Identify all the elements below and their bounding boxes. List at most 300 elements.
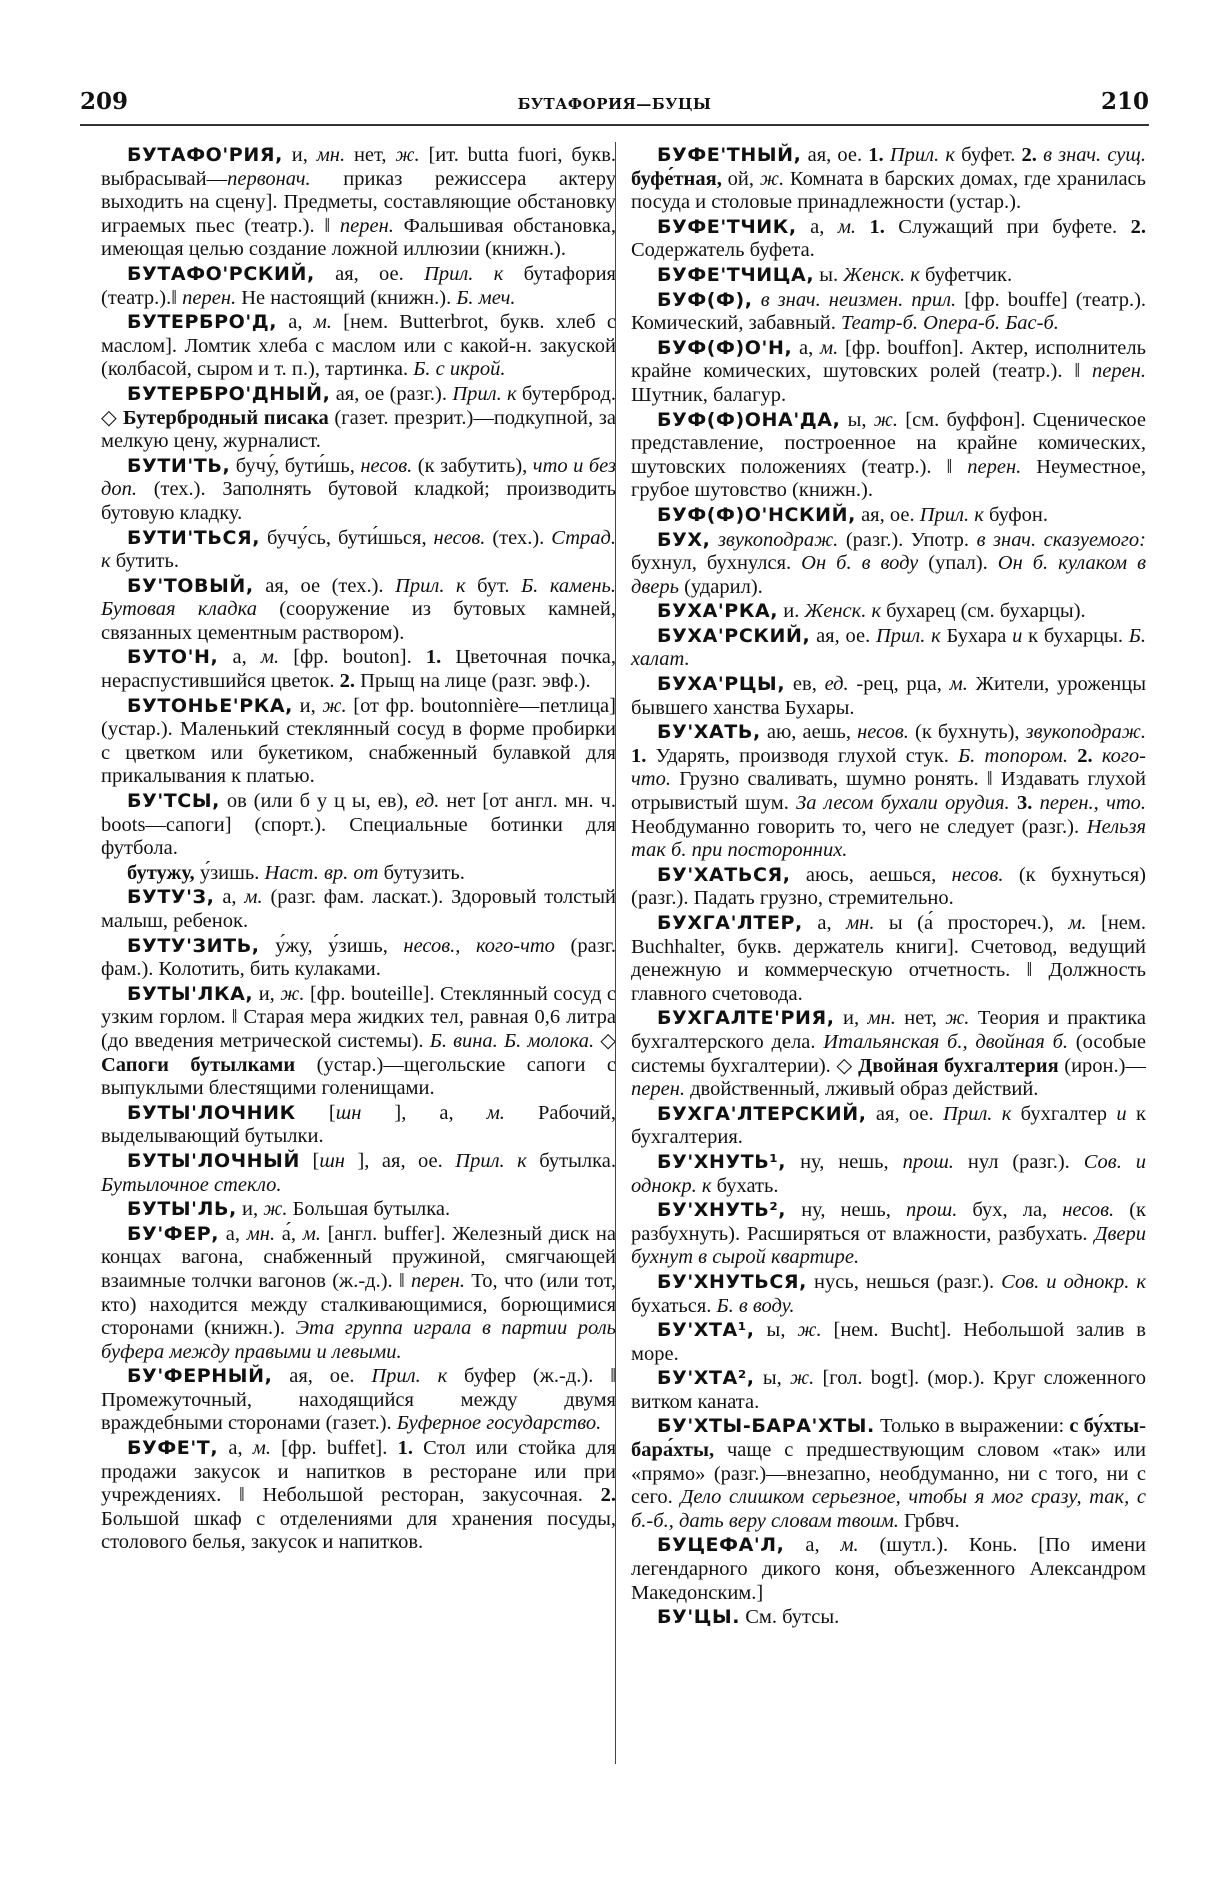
entry-text: нет [от англ. мн. ч. boots—сапоги] (спорт.). Специальные ботинки для футбола. bbox=[101, 790, 616, 860]
entry-text: ], а, bbox=[361, 1101, 487, 1124]
entry-text: [англ. buffer]. Железный диск на концах вагона, снабженный пружиной, смягчающей взаимные толчки вагонов (ж.-д.). ‖ bbox=[101, 1222, 616, 1292]
entry-text: бухать. bbox=[711, 1174, 779, 1197]
entry-text: а, bbox=[796, 215, 838, 238]
headword: БУТО'Н, bbox=[127, 646, 219, 669]
entry-text: ов (или б у ц ы, ев), bbox=[219, 790, 416, 813]
entry-text: Б. в воду. bbox=[716, 1294, 795, 1317]
entry-text: [фр. bouteille]. Стеклянный сосуд с узким горлом. ‖ Старая мера жидких тел, равная 0,6 литра (до введения метрической системы). bbox=[101, 982, 616, 1052]
headword: БУ'ХАТЬ, bbox=[657, 721, 761, 744]
entry-text: к бухарцы. bbox=[1022, 624, 1129, 647]
entry-text: Необдуманно говорить то, чего не следует (разг.). bbox=[631, 815, 1087, 838]
entry-text: Нельзя так б. при посторонних. bbox=[631, 815, 1146, 862]
entry-text: м. bbox=[486, 1101, 505, 1124]
headword: БУТАФО'РИЯ, bbox=[127, 144, 283, 166]
entry-text: двойственный, лживый образ действий. bbox=[685, 1078, 1039, 1101]
headword: БУФ(Ф)ОНА'ДА, bbox=[657, 408, 841, 431]
entry-text: [от фр. boutonnière—петлица] (устар.). Маленький стеклянный сосуд в форме пробирки с цветком или букетиком, снабженный булавкой для прикалывания к платью. bbox=[101, 694, 616, 788]
entry-text: м. bbox=[837, 215, 857, 238]
dictionary-entry bbox=[631, 1367, 1146, 1414]
entry-text: [ bbox=[295, 1101, 336, 1124]
entry-text: к бухгалтерия. bbox=[631, 1102, 1146, 1149]
entry-text: бутафория (театр.).‖ bbox=[101, 262, 616, 309]
headword: БУ'ТОВЫЙ, bbox=[127, 574, 254, 597]
entry-text: м. bbox=[252, 1437, 271, 1460]
dictionary-entry bbox=[101, 790, 616, 861]
dictionary-entry bbox=[631, 625, 1146, 672]
entry-text: а, bbox=[218, 646, 261, 669]
dictionary-entry bbox=[101, 1223, 616, 1365]
entry-text: [ит. butta fuori, букв. выбрасывай— bbox=[101, 144, 616, 190]
entry-text: (разг.). Употр. bbox=[838, 528, 977, 551]
entry-text: бухнул, бухнулся. bbox=[631, 552, 802, 575]
entry-text: Прил. к bbox=[452, 382, 517, 405]
dictionary-entry bbox=[631, 912, 1146, 1006]
entry-text: и. bbox=[778, 600, 805, 623]
entry-text: 1. bbox=[397, 1437, 413, 1460]
entry-text: [фр. bouffe] (театр.). Комический, забавный. bbox=[631, 288, 1147, 335]
entry-text: бутузить. bbox=[378, 861, 465, 884]
entry-text: и, bbox=[834, 1007, 868, 1030]
entry-text: звукоподраж. bbox=[717, 528, 839, 551]
entry-text: ], ая, ое. bbox=[344, 1149, 456, 1172]
entry-text: Прил. к bbox=[455, 1149, 527, 1172]
entry-text: (тех.). bbox=[485, 526, 552, 549]
entry-text: ой, bbox=[721, 167, 760, 190]
headword: БУФЕ'ТЧИЦА, bbox=[657, 263, 815, 286]
entry-text: ы. bbox=[814, 263, 844, 286]
entry-text: 1. bbox=[868, 144, 884, 166]
entry-text: а, bbox=[218, 1437, 253, 1460]
dictionary-entry bbox=[631, 529, 1146, 600]
entry-text: Женск. к bbox=[804, 600, 882, 623]
dictionary-entry bbox=[631, 673, 1146, 720]
entry-text: бут. bbox=[465, 574, 522, 597]
entry-text: у́зишь. bbox=[194, 861, 265, 884]
entry-text: (особые системы бухгалтерии). ◇ bbox=[631, 1030, 1146, 1077]
entry-text: Комната в барских домах, где хранилась посуда и столовые принадлежности (устар.). bbox=[631, 167, 1146, 214]
entry-text: Только в выражении: bbox=[874, 1415, 1070, 1438]
entry-text: Большая бутылка. bbox=[287, 1198, 451, 1221]
dictionary-entry bbox=[631, 1415, 1146, 1533]
entry-text: а, bbox=[784, 1534, 841, 1557]
entry-text: Прил. к bbox=[875, 624, 941, 647]
entry-text: бутерброд. ◇ bbox=[101, 382, 616, 429]
entry-text: Шутник, балагур. bbox=[631, 383, 787, 406]
entry-text: (тех.). Заполнять бутовой кладкой; производить бутовую кладку. bbox=[101, 478, 616, 524]
entry-text: нет, bbox=[895, 1007, 946, 1030]
entry-text: у́жу, у́зишь, bbox=[259, 934, 404, 957]
entry-text: перен. bbox=[1092, 360, 1146, 383]
entry-text: Итальянская б., двойная б. bbox=[823, 1030, 1068, 1053]
headword: БУХА'РЦЫ, bbox=[657, 673, 786, 696]
entry-text: бучу́, бути́шь, bbox=[230, 454, 361, 477]
entry-text: ж. bbox=[395, 144, 420, 166]
entry-text: а, bbox=[792, 336, 821, 359]
entry-text: Большой шкаф с отделениями для хранения посуды, столового белья, закусок и напитков. bbox=[101, 1507, 616, 1554]
dictionary-entry bbox=[631, 864, 1146, 911]
dictionary-entry bbox=[631, 1271, 1146, 1318]
entry-text: а, bbox=[277, 311, 314, 334]
entry-text: а, bbox=[802, 912, 847, 934]
entry-text: Сов. и однокр. к bbox=[1001, 1270, 1146, 1293]
dictionary-entry bbox=[631, 1007, 1146, 1101]
headword: БУТОНЬЕ'РКА, bbox=[127, 694, 294, 717]
dictionary-entry bbox=[631, 1199, 1146, 1270]
entry-text: Б. вина. Б. молока. bbox=[429, 1029, 595, 1052]
entry-text bbox=[856, 216, 869, 238]
entry-text: несов. bbox=[360, 454, 413, 477]
entry-text: Он б. в воду bbox=[801, 552, 919, 575]
entry-text: нусь, нешься (разг.). bbox=[806, 1270, 1002, 1293]
entry-text: буфе́тная, bbox=[631, 167, 722, 190]
dictionary-entry bbox=[631, 600, 1146, 624]
dictionary-entry bbox=[631, 144, 1146, 215]
dictionary-entry bbox=[631, 409, 1146, 503]
entry-text: Буферное государство. bbox=[396, 1412, 602, 1435]
entry-text: а́, bbox=[275, 1222, 303, 1245]
entry-text: а, bbox=[219, 1222, 247, 1245]
entry-text: бух, ла, bbox=[957, 1199, 1063, 1222]
headword: БУФЕ'ТЧИК, bbox=[657, 215, 797, 238]
entry-text: м. bbox=[244, 886, 263, 909]
headword: БУТАФО'РСКИЙ, bbox=[127, 262, 315, 285]
entry-text: Б. с икрой. bbox=[413, 358, 506, 381]
headword: БУ'ХНУТЬ¹, bbox=[657, 1150, 787, 1173]
headword: БУХГА'ЛТЕР, bbox=[657, 912, 803, 934]
entry-text: Теория и практика бухгалтерского дела. bbox=[631, 1007, 1146, 1053]
entry-text: То, что (или тот, кто) находится между сталкивающимися, борющимися сторонами (книжн.). bbox=[101, 1269, 616, 1340]
dictionary-entry bbox=[101, 263, 616, 310]
entry-text: [фр. bouffon]. Актер, исполнитель крайне комических, шутовских ролей (театр.). ‖ bbox=[631, 336, 1146, 383]
entry-text: ая, ое. bbox=[810, 624, 876, 647]
dictionary-entry bbox=[101, 886, 616, 933]
entry-text: Двери бухнут в сырой квартире. bbox=[631, 1222, 1146, 1269]
entry-text: (ирон.)— bbox=[1058, 1054, 1146, 1077]
entry-text: и, bbox=[253, 982, 281, 1005]
entry-text: мн. bbox=[246, 1222, 276, 1245]
entry-text: За лесом бухали орудия. bbox=[796, 792, 1010, 815]
entry-text: Фальшивая обстановка, имеющая целью создание ложной иллюзии (книжн.). bbox=[101, 214, 616, 261]
headword: БУТЫ'ЛОЧНЫЙ bbox=[127, 1149, 300, 1172]
entry-text: ж. bbox=[280, 982, 305, 1005]
entry-text: шн bbox=[335, 1101, 362, 1124]
dictionary-entry bbox=[631, 1319, 1146, 1366]
entry-text: аюсь, аешься, bbox=[790, 863, 952, 886]
entry-text: Сов. и однокр. к bbox=[631, 1150, 1147, 1197]
headword: БУХГАЛТЕ'РИЯ, bbox=[657, 1007, 835, 1030]
entry-text: (упал). bbox=[918, 552, 998, 575]
entry-text: прош. bbox=[902, 1150, 954, 1173]
running-title: БУТАФОРИЯ—БУЦЫ bbox=[517, 95, 712, 113]
entry-text: [фр. bouton]. bbox=[279, 646, 426, 669]
entry-text: бутылка. bbox=[526, 1149, 616, 1172]
dictionary-entry bbox=[101, 575, 616, 646]
dictionary-entry bbox=[101, 527, 616, 574]
entry-text: Страд. к bbox=[101, 526, 616, 573]
entry-text: приказ режиссера актеру выходить на сцену]. Предметы, составляющие обстановку играемых пьес (театр.). ‖ bbox=[101, 167, 616, 237]
entry-text: Прыщ на лице (разг. эвф.). bbox=[354, 670, 591, 693]
dictionary-entry bbox=[101, 695, 616, 789]
entry-text: в знач. сказуемого: bbox=[976, 528, 1146, 551]
entry-text: Прил. к bbox=[919, 503, 984, 526]
entry-text: Б. меч. bbox=[456, 286, 516, 309]
entry-text: [нем. Buchhalter, букв. держатель книги]. Счетовод, ведущий денежную и коммерческую отчетность. ‖ Должность главного счетовода. bbox=[631, 912, 1147, 1005]
headword: БУ'ХТА², bbox=[657, 1367, 755, 1390]
entry-text: 2. bbox=[1130, 215, 1146, 238]
entry-text: Прил. к bbox=[395, 574, 466, 597]
entry-text: Ударять, производя глухой стук. bbox=[646, 744, 959, 767]
headword: БУТЫ'ЛЬ, bbox=[127, 1198, 237, 1221]
entry-text: буфон. bbox=[983, 503, 1048, 526]
entry-text: несов. bbox=[433, 526, 486, 549]
entry-text: 2. bbox=[600, 1484, 616, 1507]
entry-text bbox=[1093, 745, 1102, 767]
entry-text: и bbox=[1116, 1102, 1127, 1125]
entry-text: ая, ое. bbox=[801, 144, 869, 166]
entry-text: звукоподраж. bbox=[1025, 721, 1147, 744]
entry-text: 2. bbox=[1077, 744, 1093, 767]
headword: БУФ(Ф)О'НСКИЙ, bbox=[657, 503, 856, 526]
headword: БУТУ'З, bbox=[127, 886, 215, 909]
dictionary-entry bbox=[101, 983, 616, 1101]
entry-text: ◇ bbox=[594, 1029, 617, 1052]
entry-text: ж. bbox=[263, 1198, 288, 1221]
headword: БУ'ФЕРНЫЙ, bbox=[127, 1365, 273, 1388]
entry-text: Б. топором. bbox=[958, 744, 1069, 767]
entry-text: несов. bbox=[951, 863, 1004, 886]
entry-text: м. bbox=[949, 673, 968, 696]
headword: БУТЕРБРО'Д, bbox=[127, 311, 278, 334]
entry-text: м. bbox=[820, 336, 839, 359]
entry-text: и bbox=[1012, 624, 1023, 647]
page-header bbox=[80, 88, 1149, 120]
entry-text: с бу́хты-бара́хты, bbox=[631, 1415, 1146, 1462]
entry-text: ая, ое. bbox=[272, 1365, 372, 1388]
entry-text: ая, ое. bbox=[855, 503, 920, 526]
entry-text: Жители, уроженцы бывшего ханства Бухары. bbox=[631, 673, 1147, 719]
entry-text: кого-что. bbox=[631, 744, 1146, 791]
entry-text: ну, нешь, bbox=[786, 1199, 906, 1222]
entry-text: Рабочий, выделывающий бутылки. bbox=[101, 1101, 616, 1148]
entry-text: Бухара bbox=[940, 624, 1013, 647]
entry-text: ед. bbox=[824, 673, 849, 696]
entry-text: (шутл.). Конь. [По имени легендарного дикого коня, объезженного Александром Македонским.] bbox=[631, 1534, 1146, 1604]
entry-text: 2. bbox=[339, 670, 355, 693]
entry-text: 3. bbox=[1016, 792, 1033, 815]
entry-text: Содержатель буфета. bbox=[631, 239, 815, 262]
entry-text: См. бутсы. bbox=[740, 1606, 840, 1629]
entry-text bbox=[710, 529, 718, 551]
dictionary-entry bbox=[101, 311, 616, 382]
entry-text: в знач. неизмен. прил. bbox=[760, 288, 957, 311]
entry-text: первонач. bbox=[227, 167, 311, 190]
dictionary-entry bbox=[101, 935, 616, 982]
entry-text: 1. bbox=[631, 744, 647, 767]
dictionary-entry bbox=[101, 383, 616, 454]
dictionary-entry bbox=[101, 862, 616, 886]
entry-text: ну, нешь, bbox=[786, 1150, 903, 1173]
entry-text: перен. bbox=[411, 1269, 466, 1292]
entry-text: (к бухнуться) (разг.). Падать грузно, стремительно. bbox=[631, 863, 1146, 910]
headword: БУ'ЦЫ. bbox=[657, 1606, 741, 1629]
entry-text: что и без доп. bbox=[101, 454, 616, 501]
entry-text: -рец, рца, bbox=[848, 673, 950, 696]
entry-text: перен., что. bbox=[1039, 792, 1147, 815]
entry-text: буфет. bbox=[954, 144, 1022, 166]
headword: БУТЫ'ЛОЧНИК bbox=[127, 1101, 296, 1124]
entry-text: ы, bbox=[754, 1367, 791, 1390]
entry-text: Бутербродный писака bbox=[122, 406, 329, 429]
headword: БУТЕРБРО'ДНЫЙ, bbox=[127, 382, 331, 405]
entry-text bbox=[753, 289, 761, 311]
dictionary-entry bbox=[101, 1365, 616, 1436]
entry-text: Прил. к bbox=[371, 1365, 448, 1388]
entry-text: бухаться. bbox=[631, 1294, 717, 1317]
entry-text: (устар.)—щегольские сапоги с выпуклыми блестящими голенищами. bbox=[101, 1053, 617, 1100]
entry-text: [см. буффон]. Сценическое представление, построенное на крайне комических, шутовских положениях (театр.). ‖ bbox=[631, 408, 1146, 478]
dictionary-entry bbox=[631, 337, 1146, 408]
dictionary-entry bbox=[101, 144, 616, 262]
entry-text: шн bbox=[319, 1149, 345, 1172]
right-column bbox=[631, 144, 1146, 1631]
dictionary-entry bbox=[631, 289, 1146, 336]
entry-text: ы (а́ простореч.), bbox=[874, 912, 1069, 934]
entry-text: буфетчик. bbox=[919, 263, 1013, 286]
entry-text: мн. bbox=[867, 1007, 896, 1030]
dictionary-entry bbox=[631, 1606, 1146, 1630]
entry-text: Грузно сваливать, шумно ронять. ‖ Издавать глухой отрывистый шум. bbox=[631, 768, 1146, 815]
entry-text: перен. bbox=[967, 455, 1022, 478]
entry-text: прош. bbox=[905, 1199, 958, 1222]
headword: БУФ(Ф)О'Н, bbox=[657, 336, 793, 359]
entry-text: м. bbox=[302, 1222, 321, 1245]
entry-text: (ударил). bbox=[678, 575, 763, 598]
entry-text: Неуместное, грубое шутовство (книжн.). bbox=[631, 455, 1146, 502]
entry-text: Не настоящий (книжн.). bbox=[236, 286, 457, 309]
entry-text: бухарец (см. бухарцы). bbox=[881, 600, 1086, 623]
entry-text: [нем. Butterbrot, букв. хлеб с маслом]. Ломтик хлеба с маслом или с какой-н. закуской (колбасой, сыром и т. п.), тартинка. bbox=[101, 311, 616, 381]
dictionary-entry bbox=[631, 721, 1146, 863]
dictionary-entry bbox=[101, 1198, 616, 1222]
dictionary-entry bbox=[631, 1151, 1146, 1198]
entry-text: Сапоги бутылками bbox=[101, 1053, 296, 1076]
entry-text: м. bbox=[260, 646, 280, 669]
entry-text: (к забутить), bbox=[412, 454, 533, 477]
headword: БУХГА'ЛТЕРСКИЙ, bbox=[657, 1102, 867, 1125]
entry-text: Грбвч. bbox=[898, 1509, 960, 1532]
column-divider bbox=[615, 142, 616, 1764]
headword: БУХА'РСКИЙ, bbox=[657, 624, 811, 647]
entry-text: в знач. сущ. bbox=[1043, 144, 1146, 166]
dictionary-entry bbox=[631, 1534, 1146, 1605]
dictionary-entry bbox=[101, 1150, 616, 1197]
entry-text: 2. bbox=[1021, 144, 1037, 166]
entry-text: ая, ое. bbox=[314, 262, 425, 285]
entry-text: (разг. фам. ласкат.). Здоровый толстый малыш, ребенок. bbox=[101, 886, 616, 932]
entry-text: Прил. к bbox=[889, 144, 955, 166]
entry-text: Бутылочное стекло. bbox=[101, 1173, 282, 1196]
headword: БУЦЕФА'Л, bbox=[657, 1534, 785, 1557]
entry-text: Б. халат. bbox=[631, 624, 1146, 671]
entry-text: 1. bbox=[425, 646, 442, 669]
entry-text: Цветочная почка, нераспустившийся цветок. bbox=[101, 646, 616, 693]
entry-text: перен. bbox=[339, 214, 394, 237]
entry-text: бухгалтер bbox=[1011, 1102, 1117, 1125]
header-rule bbox=[80, 124, 1149, 126]
entry-text: мн. bbox=[846, 912, 875, 934]
entry-text: Стол или стойка для продажи закусок и напитков в ресторане или при учреждениях. ‖ Небольшой ресторан, закусочная. bbox=[101, 1437, 616, 1507]
entry-text: 1. bbox=[869, 215, 885, 238]
dictionary-entry bbox=[631, 1103, 1146, 1150]
entry-text: и, bbox=[236, 1198, 264, 1221]
headword: БУ'ФЕР, bbox=[127, 1222, 220, 1245]
entry-text: (газет. презрит.)—подкупной, за мелкую цену, журналист. bbox=[101, 406, 616, 453]
entry-text: и, bbox=[282, 144, 317, 166]
headword: БУФЕ'ТНЫЙ, bbox=[657, 144, 802, 166]
headword: БУХ, bbox=[657, 528, 711, 551]
headword: БУФЕ'Т, bbox=[127, 1437, 219, 1460]
entry-text: несов. bbox=[857, 721, 909, 744]
headword: БУ'ХТА¹, bbox=[657, 1319, 755, 1342]
dictionary-entry bbox=[631, 216, 1146, 263]
entry-text: м. bbox=[1068, 912, 1087, 934]
right-page-number: 210 bbox=[1100, 88, 1149, 115]
entry-text bbox=[1010, 792, 1017, 814]
headword: БУ'ХАТЬСЯ, bbox=[657, 863, 791, 886]
entry-text: ед. bbox=[415, 790, 440, 813]
entry-text: бутить. bbox=[110, 550, 179, 573]
entry-text: Он б. кулаком в дверь bbox=[631, 552, 1146, 598]
entry-text: Прил. к bbox=[943, 1102, 1012, 1125]
entry-text: ы, bbox=[840, 408, 874, 431]
entry-text: а, bbox=[214, 886, 245, 909]
dictionary-entry bbox=[101, 646, 616, 693]
entry-text: мн. bbox=[316, 144, 346, 166]
entry-text: м. bbox=[313, 311, 332, 334]
entry-text: Дело слишком серьезное, чтобы я мог сразу, так, с б.-б., дать веру словам твоим. bbox=[631, 1486, 1146, 1532]
entry-text: [ bbox=[299, 1149, 320, 1172]
entry-text: перен. bbox=[631, 1078, 685, 1101]
entry-text: ев, bbox=[785, 673, 825, 696]
entry-text: и, bbox=[293, 694, 323, 717]
entry-text: ж. bbox=[322, 694, 347, 717]
entry-text: бутужу, bbox=[127, 861, 195, 884]
left-column bbox=[101, 144, 616, 1556]
headword: БУТЫ'ЛКА, bbox=[127, 982, 254, 1005]
headword: БУФ(Ф), bbox=[657, 288, 753, 311]
entry-text: Эта группа играла в партии роль буфера между правыми и левыми. bbox=[101, 1317, 616, 1363]
dictionary-entry bbox=[631, 264, 1146, 288]
headword: БУТИ'ТЬ, bbox=[127, 454, 231, 477]
entry-text: чаще с предшествующим словом «так» или «прямо» (разг.)—внезапно, необдуманно, ни с того, ни с сего. bbox=[631, 1439, 1146, 1509]
dictionary-entry bbox=[101, 1437, 616, 1555]
entry-text: ая, ое (разг.). bbox=[330, 382, 453, 405]
entry-text: [нем. Bucht]. Небольшой залив в море. bbox=[631, 1319, 1146, 1365]
entry-text: буфер (ж.-д.). ‖ Промежуточный, находящийся между двумя враждебными сторонами (газет.). bbox=[101, 1365, 616, 1435]
entry-text: ж. bbox=[790, 1367, 815, 1390]
entry-text: м. bbox=[840, 1534, 859, 1557]
headword: БУ'ТСЫ, bbox=[127, 790, 220, 813]
headword: БУХА'РКА, bbox=[657, 600, 779, 623]
entry-text bbox=[1032, 792, 1039, 814]
entry-text: Театр-б. Опера-б. Бас-б. bbox=[841, 312, 1059, 335]
entry-text: (к бухнуть), bbox=[908, 721, 1026, 744]
headword: БУ'ХНУТЬСЯ, bbox=[657, 1270, 807, 1293]
entry-text: [фр. buffet]. bbox=[270, 1437, 398, 1460]
entry-text: Наст. вр. от bbox=[264, 861, 379, 884]
headword: БУ'ХНУТЬ², bbox=[657, 1199, 787, 1222]
entry-text: ж. bbox=[797, 1319, 822, 1342]
